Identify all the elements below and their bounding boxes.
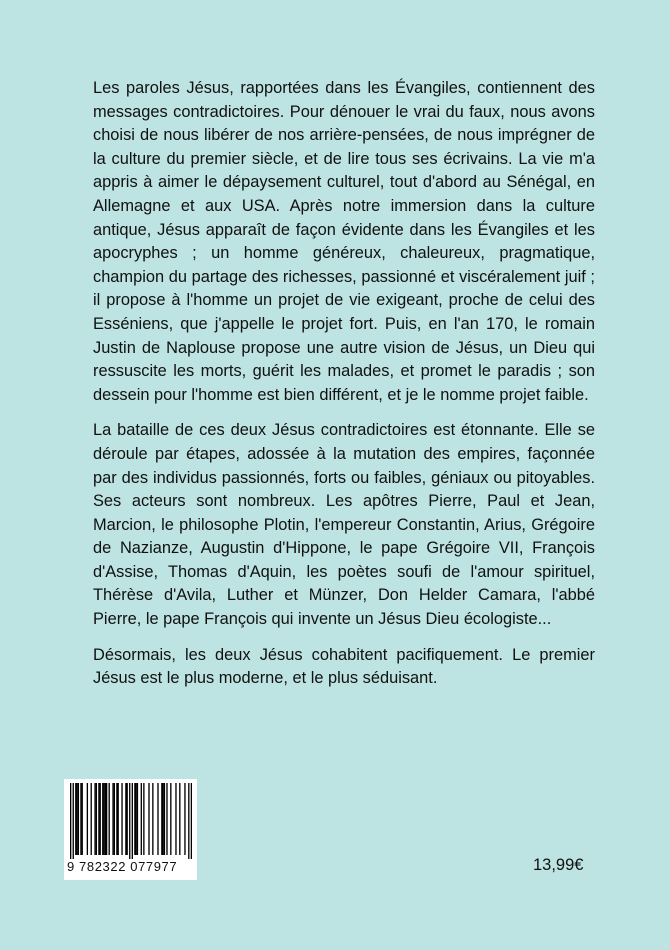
barcode-bar	[70, 783, 71, 859]
barcode-bar	[129, 783, 130, 859]
barcode-bar	[118, 783, 119, 855]
barcode-bar	[125, 783, 126, 855]
barcode-bar	[109, 783, 110, 855]
barcode-bar	[135, 783, 136, 855]
barcode-bar	[82, 783, 83, 855]
barcode-bar	[127, 783, 128, 855]
barcode-bar	[188, 783, 189, 859]
barcode-bar	[98, 783, 99, 855]
barcode-bar	[161, 783, 162, 855]
barcode-bar	[152, 783, 153, 855]
barcode-bar	[112, 783, 113, 855]
barcode-bar	[96, 783, 97, 855]
barcode-bar	[75, 783, 76, 855]
barcode-bar	[175, 783, 176, 855]
barcode-bars	[70, 783, 192, 859]
barcode-bar	[106, 783, 107, 855]
barcode-bar	[179, 783, 180, 855]
barcode-bar	[191, 783, 192, 859]
isbn-barcode	[64, 779, 197, 880]
barcode-bar	[137, 783, 138, 855]
barcode-bar	[87, 783, 88, 855]
barcode-bar	[132, 783, 133, 859]
barcode-bar	[105, 783, 106, 855]
barcode-bar	[94, 783, 95, 855]
blurb-paragraph-2: La bataille de ces deux Jésus contradictoires est étonnante. Elle se déroule par étapes, adossée à la mutation des empires, façonnée par des individus passionnés, forts ou faibles, géniaux ou pitoyables. Ses acteurs sont nombreux. Les apôtres Pierre, Paul et Jean, Marcion, le philosophe Plotin, l'empereur Constantin, Arius, Grégoire de Nazianze, Augustin d'Hippone, le pape Grégoire VII, François d'Assise, Thomas d'Aquin, les poètes soufi de l'amour spirituel, Thérèse d'Avila, Luther et Münzer, Don Helder Camara, l'abbé Pierre, le pape François qui invente un Jésus Dieu écologiste...	[93, 421, 595, 629]
barcode-bar	[73, 783, 74, 859]
blurb-text	[93, 77, 595, 703]
barcode-bar	[164, 783, 165, 855]
barcode-bar	[134, 783, 135, 855]
barcode-bar	[100, 783, 101, 855]
price-label: 13,99€	[533, 856, 584, 874]
barcode-bar	[121, 783, 122, 855]
barcode-bar	[76, 783, 77, 855]
barcode-bar	[141, 783, 142, 855]
barcode-bar	[116, 783, 117, 855]
blurb-paragraph-1: Les paroles Jésus, rapportées dans les Évangiles, contiennent des messages contradictoires. Pour dénouer le vrai du faux, nous avons choisi de nous libérer de nos arrière-pensées, de nous imprégner de la culture du premier siècle, et de lire tous ses écrivains. La vie m'a appris à aimer le dépaysement culturel, tout d'abord au Sénégal, en Allemagne et aux USA. Après notre immersion dans la culture antique, Jésus apparaît de façon évidente dans les Évangiles et les apocryphes ; un homme généreux, chaleureux, pragmatique, champion du partage des richesses, passionné et viscéralement juif ; il propose à l'homme un projet de vie exigeant, proche de celui des Esséniens, que j'appelle le projet fort. Puis, en l'an 170, le romain Justin de Naplouse propose une autre vision de Jésus, un Dieu qui ressuscite les morts, guérit les malades, et promet le paradis ; son dessein pour l'homme est bien différent, et je le nomme projet faible.	[93, 79, 595, 404]
barcode-bar	[184, 783, 185, 855]
isbn-digits: 9 782322 077977	[67, 859, 178, 874]
barcode-bar	[80, 783, 81, 855]
barcode-bar	[102, 783, 103, 855]
barcode-bar	[91, 783, 92, 855]
barcode-bar	[103, 783, 104, 855]
blurb-paragraph-3: Désormais, les deux Jésus cohabitent pacifiquement. Le premier Jésus est le plus moderne, et le plus séduisant.	[93, 645, 595, 688]
barcode-bar	[78, 783, 79, 855]
barcode-bar	[143, 783, 144, 855]
barcode-bar	[170, 783, 171, 855]
barcode-bar	[162, 783, 163, 855]
barcode-bar	[157, 783, 158, 855]
barcode-bar	[166, 783, 167, 855]
barcode-bar	[148, 783, 149, 855]
barcode-bar	[114, 783, 115, 855]
